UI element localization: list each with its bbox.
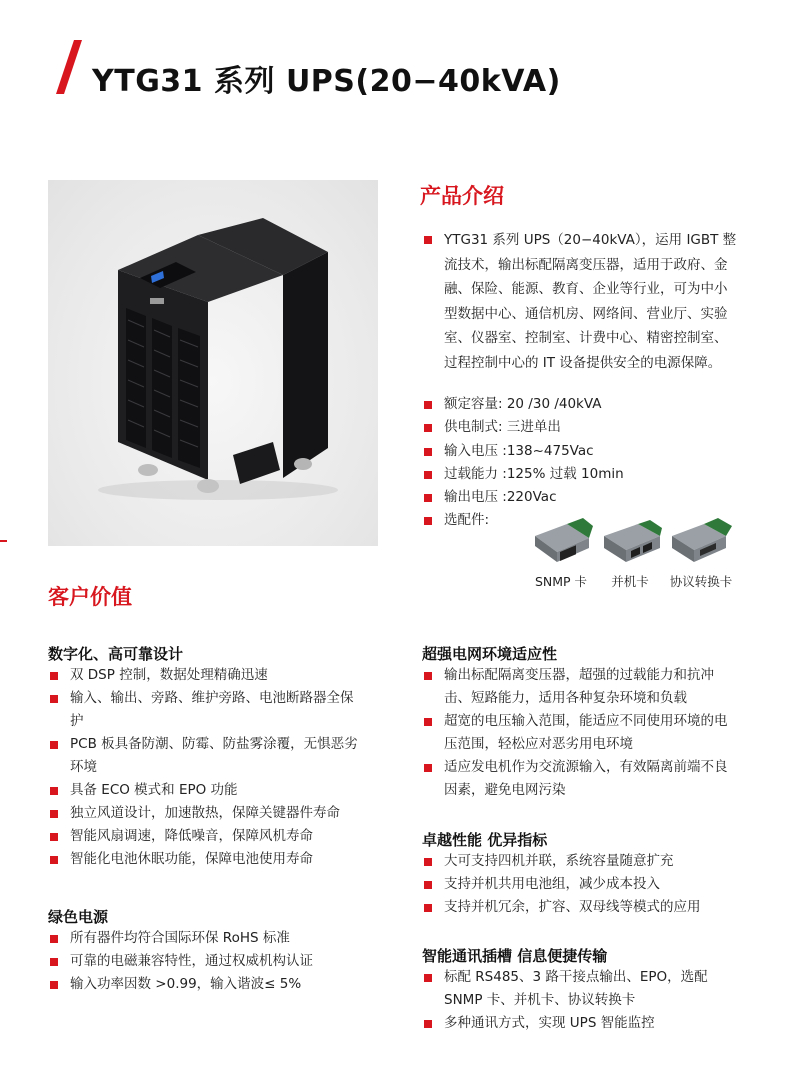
list-item: 多种通讯方式，实现 UPS 智能监控: [422, 1012, 738, 1035]
title-accent-slash-icon: [56, 40, 86, 94]
list-item: 智能化电池休眠功能，保障电池使用寿命: [48, 848, 364, 871]
spec-output-voltage: 输出电压 :220Vac: [422, 486, 742, 509]
accessory-label-protocol: 协议转换卡: [669, 574, 733, 589]
grid-adaptability-title: 超强电网环境适应性: [422, 645, 558, 663]
digital-design-list: [48, 664, 364, 871]
list-item: 具备 ECO 模式和 EPO 功能: [48, 779, 364, 802]
list-item: 标配 RS485、3 路干接点输出、EPO，选配 SNMP 卡、并机卡、协议转换卡: [422, 966, 738, 1012]
comms-list: [422, 966, 738, 1035]
list-item: 输出标配隔离变压器，超强的过载能力和抗冲击、短路能力，适用各种复杂环境和负载: [422, 664, 738, 710]
grid-adaptability-list: [422, 664, 738, 802]
protocol-card-icon: [666, 518, 736, 568]
snmp-card-icon: [527, 518, 597, 568]
comms-title: 智能通讯插槽 信息便捷传输: [422, 947, 608, 965]
spec-accessories: 选配件:: [422, 509, 742, 532]
list-item: 支持并机冗余，扩容、双母线等模式的应用: [422, 896, 738, 919]
spec-rated-capacity: 额定容量: 20 /30 /40kVA: [422, 393, 742, 416]
list-item: 可靠的电磁兼容特性，通过权威机构认证: [48, 950, 364, 973]
performance-list: [422, 850, 738, 919]
list-item: 输入功率因数 >0.99，输入谐波≤ 5%: [48, 973, 364, 996]
intro-list: [422, 228, 738, 375]
list-item: 输入、输出、旁路、维护旁路、电池断路器全保护: [48, 687, 364, 733]
performance-title: 卓越性能 优异指标: [422, 831, 548, 849]
parallel-card-icon: [598, 518, 668, 568]
side-edge-marker: [0, 540, 7, 542]
page-title: YTG31 系列 UPS(20−40kVA): [92, 64, 561, 99]
green-power-list: [48, 927, 364, 996]
list-item: 支持并机共用电池组，减少成本投入: [422, 873, 738, 896]
ups-cabinet-image: [48, 180, 378, 546]
intro-title: 产品介绍: [420, 184, 504, 208]
list-item: 独立风道设计，加速散热，保障关键器件寿命: [48, 802, 364, 825]
spec-overload: 过载能力 :125% 过载 10min: [422, 463, 742, 486]
accessory-label-parallel: 并机卡: [611, 574, 649, 589]
list-item: 适应发电机作为交流源输入，有效隔离前端不良因素，避免电网污染: [422, 756, 738, 802]
customer-value-title: 客户价值: [48, 585, 132, 609]
accessory-label-snmp: SNMP 卡: [534, 574, 588, 589]
list-item: 智能风扇调速，降低噪音，保障风机寿命: [48, 825, 364, 848]
list-item: 所有器件均符合国际环保 RoHS 标准: [48, 927, 364, 950]
spec-input-voltage: 输入电压 :138~475Vac: [422, 440, 742, 463]
product-photo: [48, 180, 378, 546]
intro-text: YTG31 系列 UPS（20−40kVA），运用 IGBT 整流技术，输出标配隔离变压器，适用于政府、金融、保险、能源、教育、企业等行业，可为中小型数据中心、通信机房、网络间、营业厅、实验室、仪器室、控制室、计费中心、精密控制室、过程控制中心的 IT 设备提供安全的电源保障。: [422, 228, 738, 375]
green-power-title: 绿色电源: [48, 908, 109, 926]
list-item: 大可支持四机并联，系统容量随意扩充: [422, 850, 738, 873]
digital-design-title: 数字化、高可靠设计: [48, 645, 184, 663]
list-item: 双 DSP 控制，数据处理精确迅速: [48, 664, 364, 687]
list-item: PCB 板具备防潮、防霉、防盐雾涂覆，无惧恶劣环境: [48, 733, 364, 779]
spec-list: [422, 393, 742, 533]
spec-power-system: 供电制式: 三进单出: [422, 416, 742, 439]
list-item: 超宽的电压输入范围，能适应不同使用环境的电压范围，轻松应对恶劣用电环境: [422, 710, 738, 756]
